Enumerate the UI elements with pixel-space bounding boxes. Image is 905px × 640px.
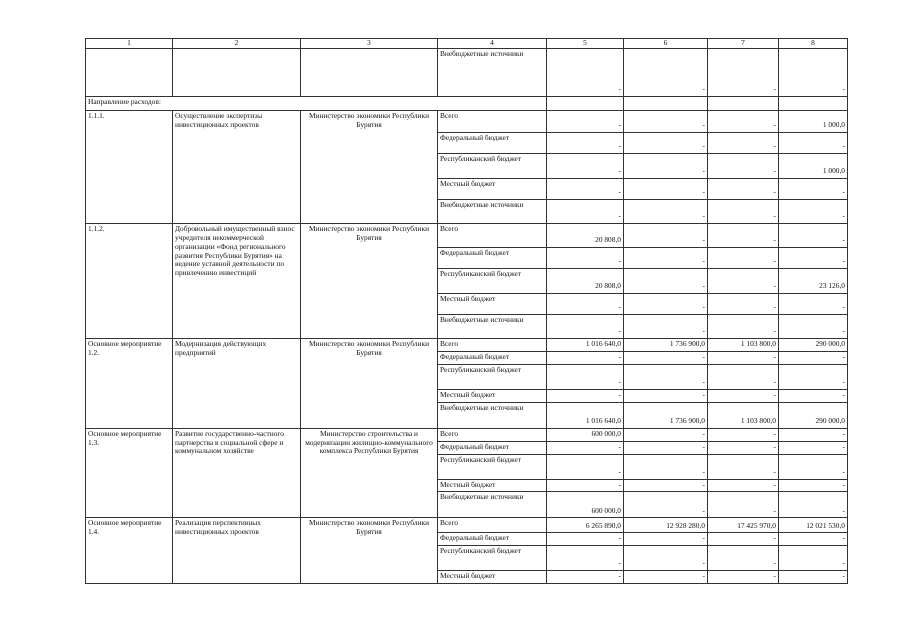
measure-code: 1.1.1. (86, 110, 173, 223)
funding-source: Всего (438, 223, 547, 247)
measure-code: Основное мероприятие 1.4. (86, 518, 173, 584)
amount-cell: - (779, 479, 848, 492)
amount-cell: 1 736 900,0 (624, 338, 708, 351)
funding-source: Всего (438, 110, 547, 132)
amount-cell: 1 000,0 (779, 110, 848, 132)
amount-cell: - (624, 48, 708, 96)
table-row (86, 48, 848, 96)
amount-cell: - (624, 110, 708, 132)
amount-cell: - (708, 479, 779, 492)
measure-name: Развитие государственно-частного партнерства в социальной сфере и коммунальном хозяйстве (173, 428, 301, 518)
funding-source: Местный бюджет (438, 479, 547, 492)
amount-cell: - (708, 268, 779, 293)
responsible-executor: Министерство экономики Республики Бурятия (301, 223, 438, 338)
amount-cell: - (624, 247, 708, 268)
measure-code: Основное мероприятие 1.3. (86, 428, 173, 518)
amount-cell: - (547, 571, 624, 584)
amount-cell: 1 103 800,0 (708, 402, 779, 428)
funding-source: Всего (438, 338, 547, 351)
amount-cell: - (779, 454, 848, 479)
amount-cell: 12 928 280,0 (624, 518, 708, 533)
column-number: 6 (624, 39, 708, 49)
amount-cell: - (779, 533, 848, 546)
amount-cell: - (779, 199, 848, 223)
amount-cell: - (624, 492, 708, 518)
amount-cell: - (779, 314, 848, 338)
responsible-executor: Министерство строительства и модернизации жилищно-коммунального комплекса Республики Бурятия (301, 428, 438, 518)
table-row (86, 428, 848, 441)
funding-source: Местный бюджет (438, 178, 547, 199)
column-number: 1 (86, 39, 173, 49)
amount-cell: - (708, 178, 779, 199)
amount-cell: - (779, 441, 848, 454)
amount-cell: - (708, 492, 779, 518)
funding-source: Всего (438, 428, 547, 441)
amount-cell: - (624, 479, 708, 492)
funding-source: Всего (438, 518, 547, 533)
amount-cell: - (708, 571, 779, 584)
funding-source: Внебюджетные источники (438, 314, 547, 338)
funding-source: Внебюджетные источники (438, 492, 547, 518)
amount-cell: - (708, 364, 779, 389)
amount-cell: - (624, 199, 708, 223)
responsible-executor: Министерство экономики Республики Бурятия (301, 518, 438, 584)
responsible-executor: Министерство экономики Республики Бурятия (301, 110, 438, 223)
amount-cell: - (624, 153, 708, 178)
amount-cell: - (547, 199, 624, 223)
amount-cell: - (708, 199, 779, 223)
funding-source: Федеральный бюджет (438, 351, 547, 364)
amount-cell: - (779, 546, 848, 571)
amount-cell: - (547, 132, 624, 153)
amount-cell: - (547, 454, 624, 479)
amount-cell: 20 808,0 (547, 268, 624, 293)
measure-name: Добровольный имущественный взнос учредителя некоммерческой организации «Фонд регионального развития Республики Бурятия» на ведение уставной деятельности по привлечению инвестиций (173, 223, 301, 338)
amount-cell: - (779, 389, 848, 402)
amount-cell: - (624, 533, 708, 546)
amount-cell: 290 000,0 (779, 402, 848, 428)
amount-cell: - (624, 268, 708, 293)
amount-cell: - (779, 247, 848, 268)
table-row (86, 110, 848, 132)
column-number: 5 (547, 39, 624, 49)
funding-source: Федеральный бюджет (438, 247, 547, 268)
amount-cell: - (779, 428, 848, 441)
column-number: 3 (301, 39, 438, 49)
budget-table (85, 38, 848, 584)
amount-cell: 12 021 530,0 (779, 518, 848, 533)
funding-source: Местный бюджет (438, 571, 547, 584)
funding-source: Внебюджетные источники (438, 48, 547, 96)
amount-cell: - (547, 389, 624, 402)
column-number: 8 (779, 39, 848, 49)
funding-source: Местный бюджет (438, 389, 547, 402)
amount-cell: - (624, 454, 708, 479)
amount-cell: - (708, 110, 779, 132)
amount-cell: - (547, 247, 624, 268)
amount-cell: - (547, 178, 624, 199)
amount-cell: 1 736 900,0 (624, 402, 708, 428)
funding-source: Республиканский бюджет (438, 153, 547, 178)
amount-cell: 1 000,0 (779, 153, 848, 178)
table-row (86, 223, 848, 247)
measure-code: 1.1.2. (86, 223, 173, 338)
empty-cell (86, 48, 173, 96)
amount-cell: - (547, 153, 624, 178)
table-row (86, 518, 848, 533)
amount-cell: 6 265 890,0 (547, 518, 624, 533)
funding-source: Федеральный бюджет (438, 441, 547, 454)
amount-cell: - (708, 389, 779, 402)
amount-cell: - (779, 178, 848, 199)
empty-cell (173, 48, 301, 96)
amount-cell: - (547, 364, 624, 389)
amount-cell: - (624, 389, 708, 402)
amount-cell: - (624, 546, 708, 571)
amount-cell: - (624, 571, 708, 584)
budget-table-body (86, 39, 848, 584)
amount-cell: - (779, 364, 848, 389)
funding-source: Внебюджетные источники (438, 402, 547, 428)
amount-cell: 1 016 640,0 (547, 402, 624, 428)
amount-cell: 1 103 800,0 (708, 338, 779, 351)
funding-source: Республиканский бюджет (438, 364, 547, 389)
column-number: 4 (438, 39, 547, 49)
amount-cell: - (624, 293, 708, 314)
measure-code: Основное мероприятие 1.2. (86, 338, 173, 428)
amount-cell: 290 000,0 (779, 338, 848, 351)
column-number: 7 (708, 39, 779, 49)
column-number: 2 (173, 39, 301, 49)
amount-cell: - (779, 571, 848, 584)
measure-name: Модернизация действующих предприятий (173, 338, 301, 428)
amount-cell: - (708, 314, 779, 338)
measure-name: Реализация перспективных инвестиционных проектов (173, 518, 301, 584)
column-number-row (86, 39, 848, 49)
direction-label: Направление расходов: (86, 96, 438, 110)
funding-source: Внебюджетные источники (438, 199, 547, 223)
amount-cell: - (547, 293, 624, 314)
amount-cell: - (547, 479, 624, 492)
budget-table-sheet (85, 38, 848, 584)
amount-cell: - (708, 223, 779, 247)
amount-cell: - (624, 364, 708, 389)
amount-cell: - (708, 454, 779, 479)
amount-cell: - (624, 441, 708, 454)
amount-cell: - (547, 533, 624, 546)
amount-cell: - (779, 223, 848, 247)
amount-cell: - (624, 178, 708, 199)
amount-cell: - (708, 132, 779, 153)
amount-cell: - (779, 293, 848, 314)
amount-cell: - (547, 48, 624, 96)
amount-cell: - (708, 293, 779, 314)
amount-cell: - (624, 314, 708, 338)
amount-cell: - (624, 351, 708, 364)
table-row (86, 338, 848, 351)
funding-source: Республиканский бюджет (438, 268, 547, 293)
amount-cell: - (708, 247, 779, 268)
funding-source: Федеральный бюджет (438, 533, 547, 546)
funding-source: Республиканский бюджет (438, 546, 547, 571)
responsible-executor: Министерство экономики Республики Бурятия (301, 338, 438, 428)
amount-cell: - (708, 428, 779, 441)
amount-cell: - (708, 48, 779, 96)
amount-cell: - (708, 441, 779, 454)
amount-cell: 17 425 970,0 (708, 518, 779, 533)
amount-cell: - (624, 428, 708, 441)
funding-source: Местный бюджет (438, 293, 547, 314)
amount-cell: - (624, 223, 708, 247)
amount-cell: - (624, 132, 708, 153)
amount-cell: - (779, 48, 848, 96)
measure-name: Осуществление экспертизы инвестиционных проектов (173, 110, 301, 223)
amount-cell: 600 000,0 (547, 428, 624, 441)
amount-cell: - (547, 546, 624, 571)
empty-cell (301, 48, 438, 96)
amount-cell: - (779, 492, 848, 518)
amount-cell: - (779, 351, 848, 364)
amount-cell: - (708, 533, 779, 546)
amount-cell: - (708, 546, 779, 571)
amount-cell: 23 126,0 (779, 268, 848, 293)
direction-row (86, 96, 848, 110)
amount-cell: - (708, 351, 779, 364)
amount-cell: - (779, 132, 848, 153)
amount-cell: 20 808,0 (547, 223, 624, 247)
amount-cell: 1 016 640,0 (547, 338, 624, 351)
amount-cell: - (547, 314, 624, 338)
amount-cell: 600 000,0 (547, 492, 624, 518)
amount-cell: - (547, 351, 624, 364)
amount-cell: - (708, 153, 779, 178)
amount-cell: - (547, 441, 624, 454)
amount-cell: - (547, 110, 624, 132)
funding-source: Федеральный бюджет (438, 132, 547, 153)
funding-source: Республиканский бюджет (438, 454, 547, 479)
